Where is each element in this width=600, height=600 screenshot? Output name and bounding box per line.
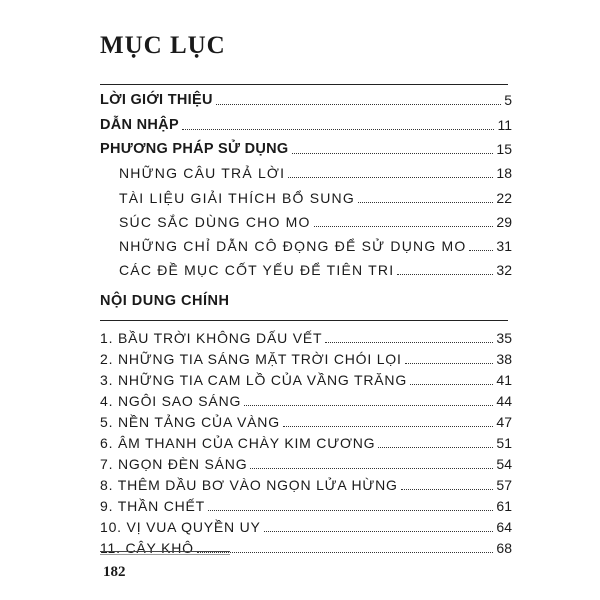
toc-subentry: [119, 258, 512, 278]
toc-entry: [100, 368, 512, 388]
toc-entry-label: 9. THẦN CHẾT: [100, 498, 206, 514]
toc-subentry: [119, 210, 512, 230]
toc-entry-label: 11. CÂY KHÔ: [100, 540, 194, 556]
toc-entry: [100, 452, 512, 472]
toc-entry-page: 15: [496, 141, 512, 157]
toc-entry: [100, 494, 512, 514]
toc-entry-page: 44: [496, 393, 512, 409]
toc-entry: [100, 88, 512, 108]
toc-subentry: [119, 186, 512, 206]
toc-entry-page: 57: [496, 477, 512, 493]
toc-entry: [100, 326, 512, 346]
dot-leader: [469, 250, 493, 251]
toc-entry-label: 7. NGỌN ĐÈN SÁNG: [100, 456, 248, 472]
dot-leader: [405, 363, 494, 364]
toc-entry-page: 61: [496, 498, 512, 514]
toc-entry-label: 10. VỊ VUA QUYỀN UY: [100, 519, 261, 535]
dot-leader: [216, 104, 501, 105]
toc-entry: [100, 473, 512, 493]
toc-entry-page: 5: [504, 92, 512, 108]
dot-leader: [250, 468, 493, 469]
toc-entry-page: 35: [496, 330, 512, 346]
toc-entry-page: 64: [496, 519, 512, 535]
toc-subentry: [119, 234, 512, 254]
toc-entry-label: 8. THÊM DẦU BƠ VÀO NGỌN LỬA HỪNG: [100, 477, 398, 493]
toc-entry: [100, 137, 512, 157]
toc-entry-label: PHƯƠNG PHÁP SỬ DỤNG: [100, 141, 289, 157]
dot-leader: [325, 342, 493, 343]
toc-entry-label: 2. NHỮNG TIA SÁNG MẶT TRỜI CHÓI LỌI: [100, 351, 402, 367]
dot-leader: [314, 226, 494, 227]
dot-leader: [197, 552, 494, 553]
dot-leader: [410, 384, 493, 385]
toc-entry-label: CÁC ĐỀ MỤC CỐT YẾU ĐỂ TIÊN TRI: [119, 262, 395, 278]
toc-entry-page: 41: [496, 372, 512, 388]
toc-entry: [100, 389, 512, 409]
dot-leader: [401, 489, 494, 490]
dot-leader: [283, 426, 494, 427]
toc-entry-page: 47: [496, 414, 512, 430]
toc-entry: [100, 113, 512, 133]
toc-entry-label: NHỮNG CHỈ DẪN CÔ ĐỌNG ĐỂ SỬ DỤNG MO: [119, 238, 467, 254]
toc-entry-page: 51: [496, 435, 512, 451]
toc-entry-label: NHỮNG CÂU TRẢ LỜI: [119, 165, 286, 181]
toc-entry-label: DẪN NHẬP: [100, 117, 179, 133]
toc-entry-label: LỜI GIỚI THIỆU: [100, 92, 213, 108]
toc-entry-label: 6. ÂM THANH CỦA CHÀY KIM CƯƠNG: [100, 435, 376, 451]
dot-leader: [288, 177, 493, 178]
toc-entry: [100, 410, 512, 430]
toc-entry: [100, 515, 512, 535]
dot-leader: [208, 510, 493, 511]
toc-entry-label: 1. BẦU TRỜI KHÔNG DẤU VẾT: [100, 330, 323, 346]
toc-entry-page: 54: [496, 456, 512, 472]
toc-entry: [100, 347, 512, 367]
toc-entry-page: 22: [496, 190, 512, 206]
page-number: 182: [103, 564, 126, 580]
toc-entry-label: TÀI LIỆU GIẢI THÍCH BỔ SUNG: [119, 190, 355, 206]
toc-entry-page: 29: [496, 214, 512, 230]
dot-leader: [358, 202, 493, 203]
toc-entry: [100, 431, 512, 451]
dot-leader: [292, 153, 494, 154]
dot-leader: [397, 274, 493, 275]
toc-entry-page: 18: [496, 165, 512, 181]
toc-entry-page: 38: [496, 351, 512, 367]
title-rule: [100, 84, 508, 85]
toc-entry-label: 4. NGÔI SAO SÁNG: [100, 393, 242, 409]
toc-entry-page: 32: [496, 262, 512, 278]
page-title: MỤC LỤC: [100, 32, 226, 59]
toc-entry-label: 3. NHỮNG TIA CAM LỒ CỦA VẦNG TRĂNG: [100, 372, 408, 388]
toc-entry-page: 31: [496, 238, 512, 254]
dot-leader: [182, 129, 495, 130]
toc-entry-page: 11: [497, 117, 512, 133]
section-heading: NỘI DUNG CHÍNH: [100, 293, 230, 309]
toc-entry-label: SÚC SẮC DÙNG CHO MO: [119, 214, 311, 230]
dot-leader: [244, 405, 493, 406]
footer-rule: [100, 551, 230, 555]
dot-leader: [378, 447, 493, 448]
section-rule: [100, 320, 508, 321]
toc-entry-page: 68: [496, 540, 512, 556]
dot-leader: [264, 531, 494, 532]
toc-subentry: [119, 161, 512, 181]
toc-entry-label: 5. NỀN TẢNG CỦA VÀNG: [100, 414, 280, 430]
